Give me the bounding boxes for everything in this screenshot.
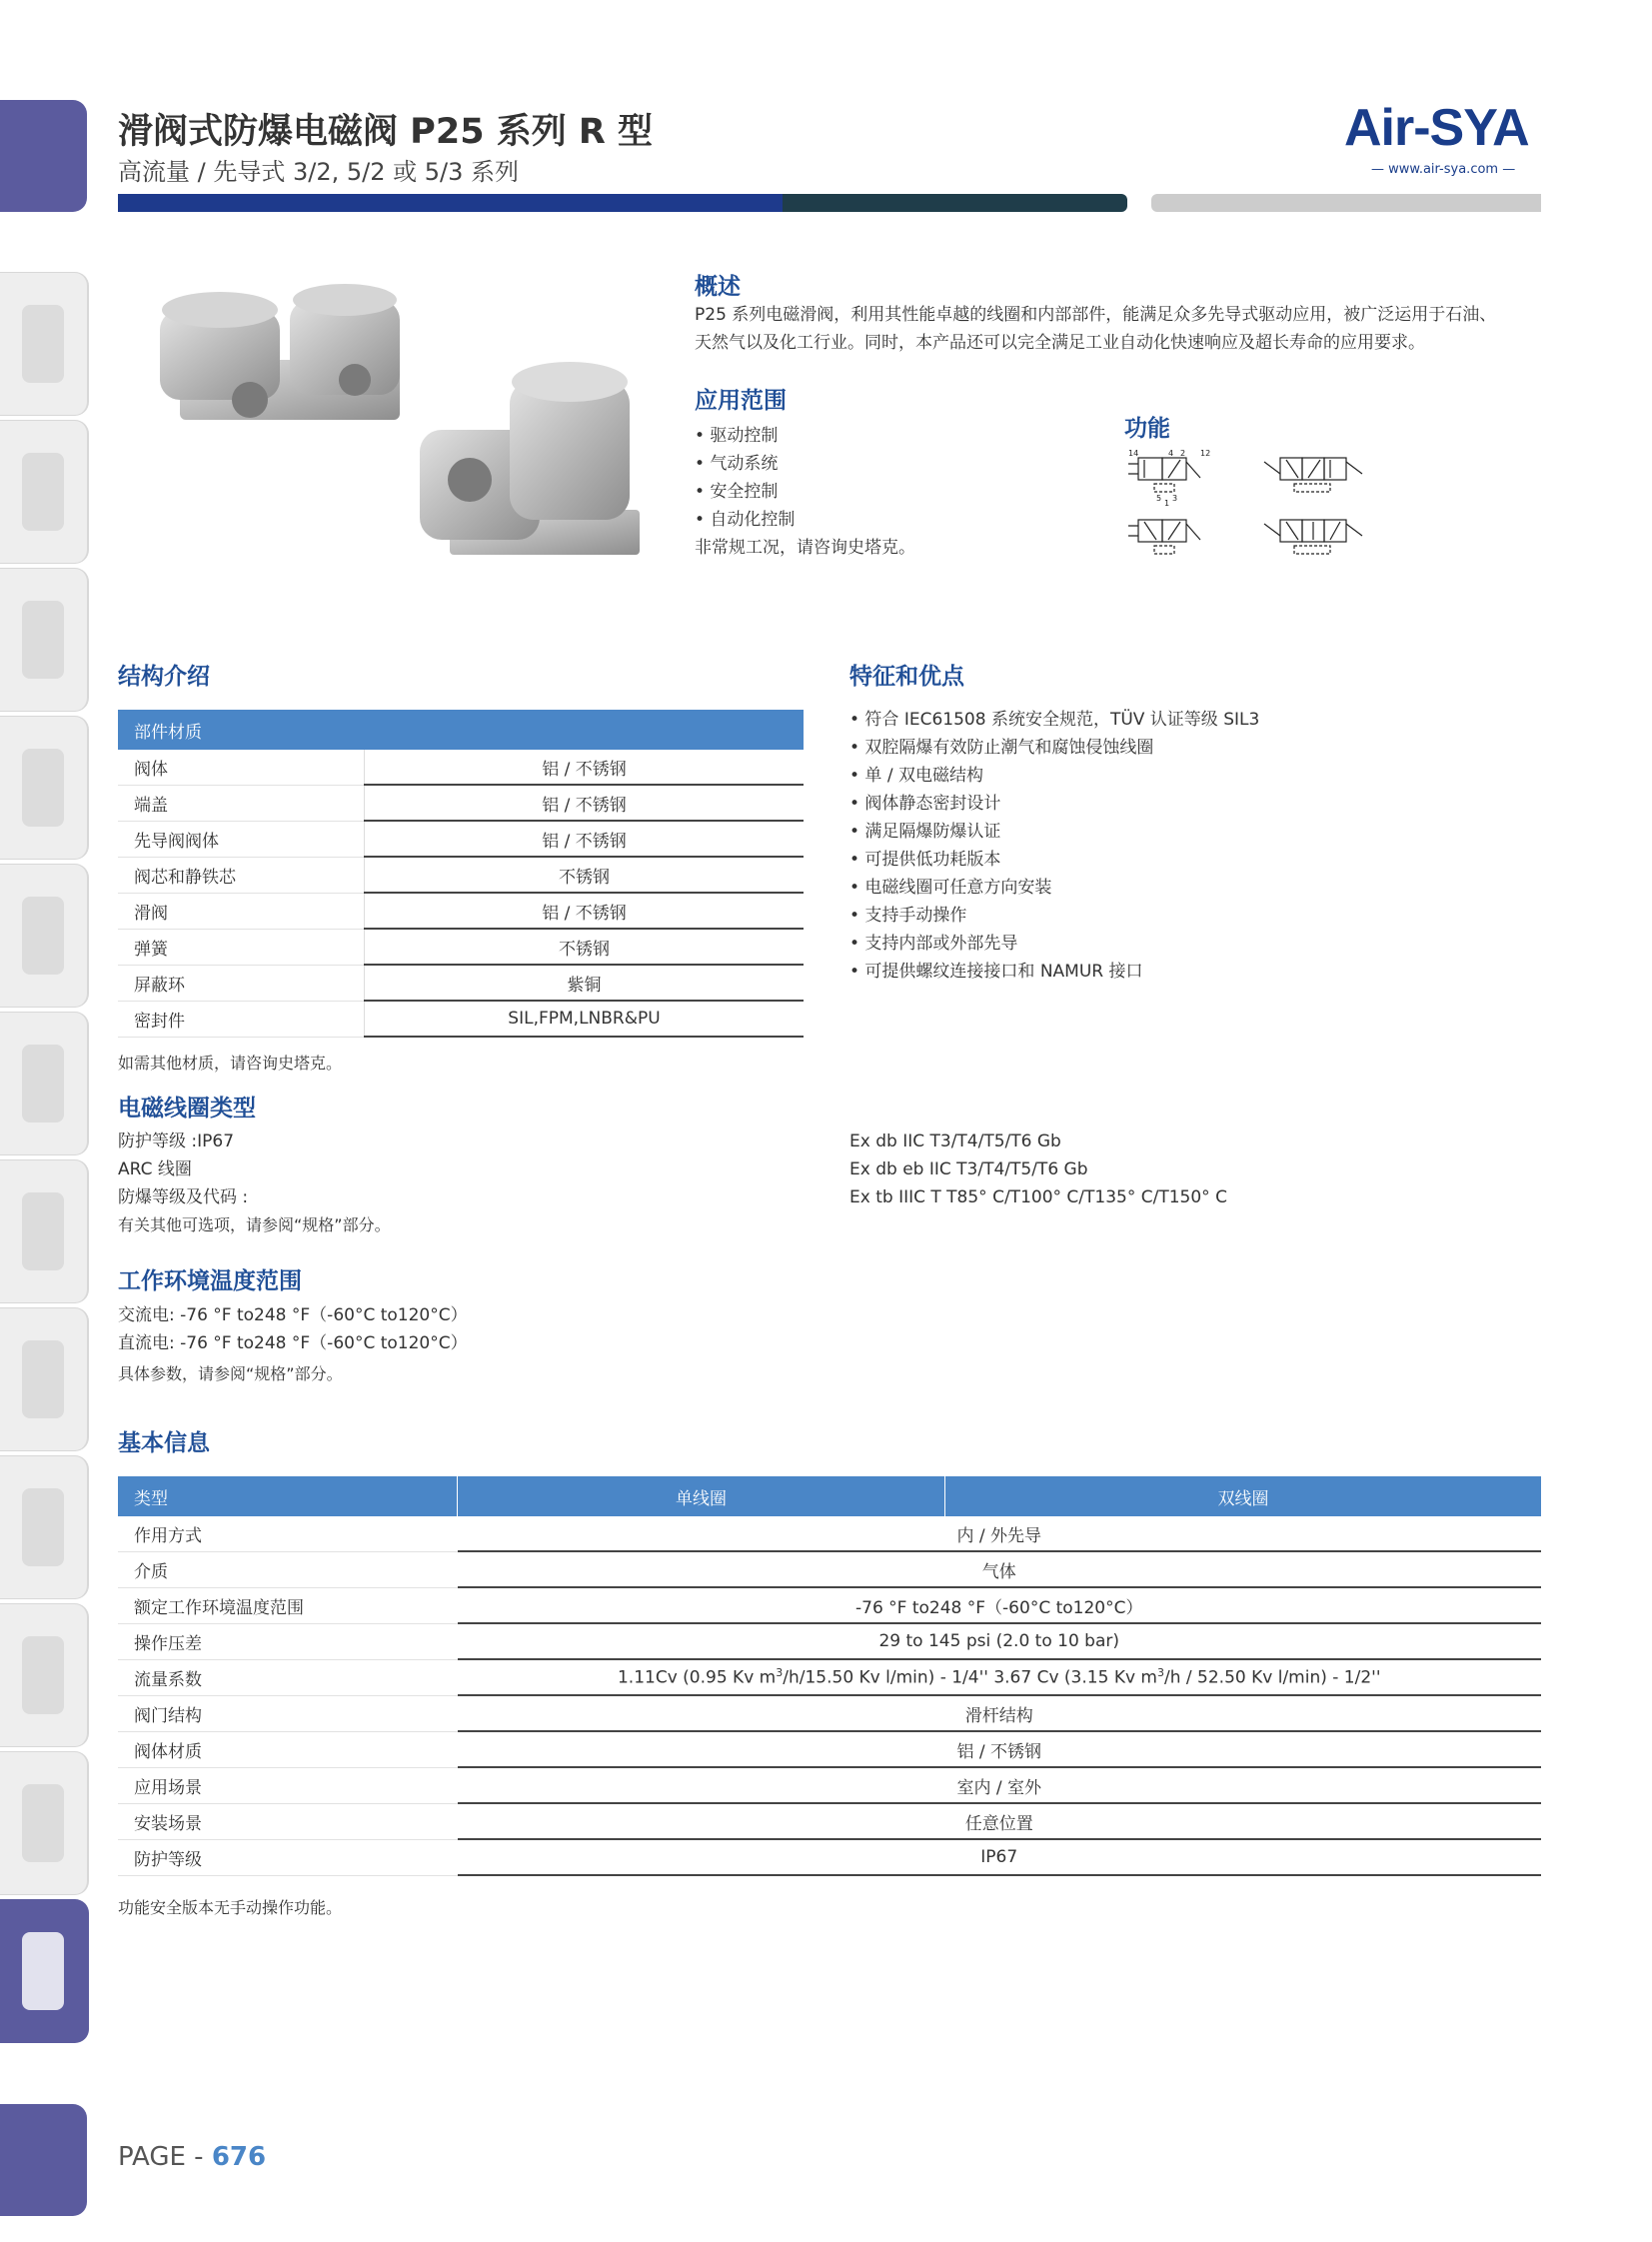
temperature-line: 直流电: -76 °F to248 °F（-60°C to120°C） — [118, 1333, 468, 1353]
table-row — [118, 1623, 1541, 1659]
temperature-line: 交流电: -76 °F to248 °F（-60°C to120°C） — [118, 1305, 468, 1325]
page-number — [118, 2142, 266, 2172]
applications-heading: 应用范围 — [695, 388, 787, 414]
table-row — [118, 1587, 1541, 1623]
coil-note: 有关其他可选项，请参阅“规格”部分。 — [118, 1215, 391, 1234]
category-tab-filter[interactable] — [0, 272, 89, 416]
material-cell: 紫铜 — [365, 965, 805, 1001]
valve-function-symbols — [1124, 448, 1384, 563]
category-tab-solenoid[interactable] — [0, 1159, 89, 1303]
overview-line: 天然气以及化工行业。同时，本产品还可以完全满足工业自动化快速响应及超长寿命的应用要求。 — [695, 333, 1425, 353]
list-item: • 自动化控制 — [695, 510, 796, 530]
label-cell: 介质 — [118, 1551, 458, 1587]
list-item: • 支持内部或外部先导 — [849, 934, 1018, 954]
label-cell: 阀门结构 — [118, 1695, 458, 1731]
basic-info-heading: 基本信息 — [118, 1430, 210, 1456]
brand-logo: Air-SYA — [1344, 99, 1529, 157]
material-cell: SIL,FPM,LNBR&PU — [365, 1001, 805, 1037]
header-double-coil: 双线圈 — [945, 1476, 1542, 1516]
material-cell: 铝 / 不锈钢 — [365, 821, 805, 857]
table-row — [118, 1839, 1541, 1875]
table-row — [118, 785, 804, 821]
explosion-code: Ex db IIC T3/T4/T5/T6 Gb — [849, 1131, 1061, 1151]
flow-text: 1.11Cv (0.95 Kv m — [617, 1667, 777, 1688]
materials-table-header: 部件材质 — [118, 710, 804, 750]
flow-sup: 3 — [1157, 1666, 1164, 1680]
gripper-icon — [22, 1488, 64, 1566]
label-cell: 应用场景 — [118, 1767, 458, 1803]
header-bar-dark — [783, 194, 1127, 212]
category-tab-lubricator[interactable] — [0, 420, 89, 564]
coil-heading: 电磁线圈类型 — [118, 1096, 256, 1121]
value-cell: 室内 / 室外 — [458, 1767, 1542, 1803]
table-row — [118, 857, 804, 893]
solenoid-icon — [22, 1192, 64, 1270]
value-cell: 滑杆结构 — [458, 1695, 1542, 1731]
header-bar-gray — [1151, 194, 1541, 212]
list-item: • 可提供低功耗版本 — [849, 850, 1001, 870]
list-item: • 驱动控制 — [695, 426, 779, 446]
category-tab-valve[interactable] — [0, 716, 89, 860]
port-label: 3 — [1172, 494, 1178, 503]
label-cell: 额定工作环境温度范围 — [118, 1587, 458, 1623]
value-cell: 气体 — [458, 1551, 1542, 1587]
header-bar-blue — [118, 194, 783, 212]
coil-explosion-codes — [849, 1127, 1227, 1211]
label-cell: 操作压差 — [118, 1623, 458, 1659]
temperature-note: 具体参数，请参阅“规格”部分。 — [118, 1364, 343, 1383]
category-tab-box[interactable] — [0, 1012, 89, 1155]
regulator-icon — [22, 601, 64, 679]
part-cell: 密封件 — [118, 1001, 365, 1037]
value-cell: 内 / 外先导 — [458, 1516, 1542, 1551]
value-cell: IP67 — [458, 1839, 1542, 1875]
part-cell: 阀体 — [118, 750, 365, 785]
label-cell: 防护等级 — [118, 1839, 458, 1875]
table-row — [118, 893, 804, 929]
coil-info-line: 防爆等级及代码 : — [118, 1187, 249, 1207]
coil-info-line: ARC 线圈 — [118, 1159, 192, 1179]
part-cell: 弹簧 — [118, 929, 365, 965]
category-tab-explosion-proof[interactable] — [0, 1899, 89, 2043]
flow-text: /h / 52.50 Kv l/min) - 1/2'' — [1164, 1667, 1381, 1688]
symbol-5-2-double — [1264, 458, 1362, 492]
materials-table — [118, 710, 804, 1038]
page-number-value: 676 — [211, 2142, 267, 2172]
materials-note: 如需其他材质，请咨询史塔克。 — [118, 1054, 343, 1073]
explosion-code: Ex tb IIIC T T85° C/T100° C/T135° C/T150° C — [849, 1187, 1227, 1207]
flow-coefficient-cell — [458, 1659, 1542, 1695]
table-row — [118, 1767, 1541, 1803]
list-item: • 可提供螺纹连接接口和 NAMUR 接口 — [849, 962, 1143, 982]
table-row — [118, 821, 804, 857]
coil-left-info — [118, 1127, 391, 1239]
label-cell: 流量系数 — [118, 1659, 458, 1695]
value-cell: 任意位置 — [458, 1803, 1542, 1839]
port-label: 5 — [1156, 494, 1162, 503]
list-item: • 符合 IEC61508 系统安全规范，TÜV 认证等级 SIL3 — [849, 710, 1260, 730]
fitting-icon — [22, 1636, 64, 1714]
valve-left — [160, 284, 400, 420]
basic-info-note: 功能安全版本无手动操作功能。 — [118, 1898, 343, 1917]
filter-icon — [22, 305, 64, 383]
temperature-heading: 工作环境温度范围 — [118, 1268, 302, 1294]
port-label: 12 — [1200, 449, 1211, 458]
functions-heading: 功能 — [1124, 416, 1170, 442]
muffler-icon — [22, 1784, 64, 1862]
label-cell: 作用方式 — [118, 1516, 458, 1551]
category-tab-muffler[interactable] — [0, 1751, 89, 1895]
list-item: • 安全控制 — [695, 482, 779, 502]
table-row — [118, 929, 804, 965]
valve-right — [420, 362, 640, 555]
cylinder-icon — [22, 1340, 64, 1418]
rail-bottom-tab — [0, 2104, 87, 2216]
table-row — [118, 750, 804, 785]
header-single-coil: 单线圈 — [458, 1476, 945, 1516]
list-item: • 支持手动操作 — [849, 906, 967, 926]
part-cell: 端盖 — [118, 785, 365, 821]
list-item: • 满足隔爆防爆认证 — [849, 822, 1001, 842]
table-row — [118, 965, 804, 1001]
part-cell: 屏蔽环 — [118, 965, 365, 1001]
box-icon — [22, 1045, 64, 1122]
list-item: • 单 / 双电磁结构 — [849, 766, 983, 786]
table-row — [118, 1516, 1541, 1551]
material-cell: 不锈钢 — [365, 857, 805, 893]
part-cell: 阀芯和静铁芯 — [118, 857, 365, 893]
header-type: 类型 — [118, 1476, 458, 1516]
list-item: • 电磁线圈可任意方向安装 — [849, 878, 1052, 898]
page-prefix: PAGE - — [118, 2142, 212, 2172]
rail-top-tab — [0, 100, 87, 212]
explosion-code: Ex db eb IIC T3/T4/T5/T6 Gb — [849, 1159, 1088, 1179]
symbol-5-3-double — [1264, 520, 1362, 554]
table-row — [118, 1803, 1541, 1839]
list-item: • 阀体静态密封设计 — [849, 794, 1001, 814]
overview-heading: 概述 — [695, 274, 741, 300]
category-tab-actuator[interactable] — [0, 864, 89, 1008]
coil-info-line: 防护等级 :IP67 — [118, 1131, 235, 1151]
symbol-3-2-single — [1128, 458, 1200, 492]
material-cell: 不锈钢 — [365, 929, 805, 965]
table-row — [118, 1731, 1541, 1767]
flow-text: /h/15.50 Kv l/min) - 1/4'' 3.67 Cv (3.15 Kv m — [783, 1667, 1157, 1688]
overview-line: P25 系列电磁滑阀，利用其性能卓越的线圈和内部部件，能满足众多先导式驱动应用，被广泛运用于石油、 — [695, 305, 1497, 325]
label-cell: 安装场景 — [118, 1803, 458, 1839]
basic-info-table — [118, 1476, 1541, 1876]
list-item: • 气动系统 — [695, 454, 779, 474]
actuator-icon — [22, 897, 64, 975]
valve-icon — [22, 749, 64, 827]
category-tab-gripper[interactable] — [0, 1455, 89, 1599]
brand-url: — www.air-sya.com — — [1371, 162, 1516, 177]
label-cell: 阀体材质 — [118, 1731, 458, 1767]
value-cell: 铝 / 不锈钢 — [458, 1731, 1542, 1767]
table-row — [118, 1001, 804, 1037]
value-cell: 29 to 145 psi (2.0 to 10 bar) — [458, 1623, 1542, 1659]
part-cell: 先导阀阀体 — [118, 821, 365, 857]
lubricator-icon — [22, 453, 64, 531]
flow-sup: 3 — [776, 1666, 784, 1680]
material-cell: 铝 / 不锈钢 — [365, 750, 805, 785]
page-title: 滑阀式防爆电磁阀 P25 系列 R 型 — [118, 112, 654, 152]
structure-heading: 结构介绍 — [118, 664, 210, 690]
features-list — [849, 706, 1259, 986]
overview-text — [695, 301, 1496, 357]
page-subtitle: 高流量 / 先导式 3/2, 5/2 或 5/3 系列 — [118, 158, 519, 186]
product-photo — [140, 280, 640, 590]
value-cell: -76 °F to248 °F（-60°C to120°C） — [458, 1587, 1542, 1623]
table-row — [118, 1659, 1541, 1695]
category-tab-regulator[interactable] — [0, 568, 89, 712]
part-cell: 滑阀 — [118, 893, 365, 929]
port-label: 14 — [1128, 449, 1139, 458]
list-item: • 双腔隔爆有效防止潮气和腐蚀侵蚀线圈 — [849, 738, 1154, 758]
applications-note: 非常规工况，请咨询史塔克。 — [695, 538, 915, 558]
port-label: 1 — [1164, 499, 1170, 508]
port-label: 2 — [1180, 449, 1186, 458]
material-cell: 铝 / 不锈钢 — [365, 785, 805, 821]
explosion-proof-valve-icon — [22, 1932, 64, 2010]
applications-list — [695, 422, 915, 562]
symbol-5-2-single — [1128, 520, 1200, 554]
port-label: 4 — [1168, 449, 1174, 458]
category-tab-cylinder[interactable] — [0, 1307, 89, 1451]
category-tab-fitting[interactable] — [0, 1603, 89, 1747]
material-cell: 铝 / 不锈钢 — [365, 893, 805, 929]
features-heading: 特征和优点 — [849, 664, 964, 690]
table-row — [118, 1695, 1541, 1731]
table-row — [118, 1551, 1541, 1587]
temperature-info — [118, 1301, 468, 1391]
